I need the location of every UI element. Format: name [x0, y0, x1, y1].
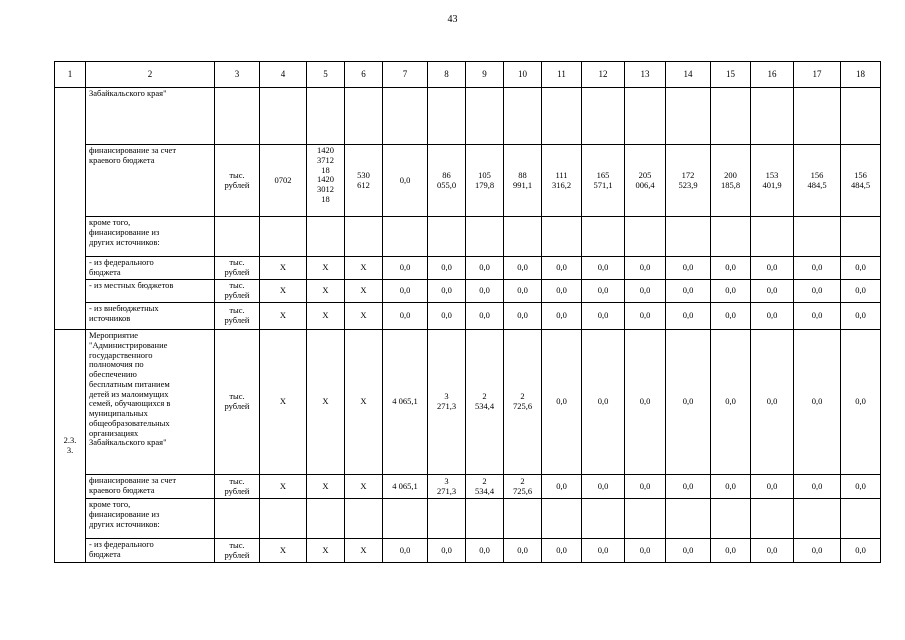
value-cell: 0,0 [582, 280, 625, 303]
item-name-cell: финансирование за счет краевого бюджета [86, 475, 215, 499]
code-col4-cell: X [260, 475, 307, 499]
code-col4-cell: X [260, 330, 307, 475]
value-cell: 0,0 [841, 539, 881, 563]
value-cell [428, 499, 466, 539]
code-col5-cell: X [307, 257, 345, 280]
value-cell: 0,0 [751, 475, 794, 499]
code-col6-cell: X [345, 539, 383, 563]
value-cell: 0,0 [711, 303, 751, 330]
value-cell: 0,0 [711, 475, 751, 499]
value-cell: 156 484,5 [841, 145, 881, 217]
value-cell: 2 725,6 [504, 330, 542, 475]
value-cell: 0,0 [711, 539, 751, 563]
value-cell: 0,0 [751, 257, 794, 280]
header-row [55, 62, 881, 88]
column-header: 2 [86, 62, 215, 88]
column-header: 4 [260, 62, 307, 88]
value-cell: 0,0 [841, 475, 881, 499]
value-cell: 0,0 [428, 303, 466, 330]
item-name-cell: Забайкальского края" [86, 88, 215, 145]
value-cell [794, 217, 841, 257]
value-cell: 205 006,4 [625, 145, 666, 217]
value-cell: 2 534,4 [466, 475, 504, 499]
column-header: 5 [307, 62, 345, 88]
value-cell: 4 065,1 [383, 475, 428, 499]
code-col5-cell [307, 499, 345, 539]
column-header: 9 [466, 62, 504, 88]
value-cell [504, 499, 542, 539]
value-cell: 0,0 [751, 303, 794, 330]
value-cell: 0,0 [841, 280, 881, 303]
column-header: 10 [504, 62, 542, 88]
value-cell: 0,0 [582, 303, 625, 330]
value-cell: 0,0 [841, 330, 881, 475]
column-header: 17 [794, 62, 841, 88]
code-col4-cell: 0702 [260, 145, 307, 217]
unit-cell: тыс. рублей [215, 330, 260, 475]
value-cell: 0,0 [794, 280, 841, 303]
value-cell [542, 499, 582, 539]
value-cell: 111 316,2 [542, 145, 582, 217]
column-header: 18 [841, 62, 881, 88]
table-row [55, 303, 881, 330]
value-cell: 0,0 [542, 475, 582, 499]
code-col6-cell: X [345, 330, 383, 475]
value-cell: 88 991,1 [504, 145, 542, 217]
unit-cell [215, 217, 260, 257]
value-cell [582, 217, 625, 257]
code-col5-cell: X [307, 539, 345, 563]
item-name-cell: кроме того, финансирование из других источников: [86, 217, 215, 257]
value-cell: 0,0 [504, 539, 542, 563]
value-cell: 0,0 [466, 539, 504, 563]
value-cell [383, 217, 428, 257]
code-col5-cell: 1420 3712 18 1420 3012 18 [307, 145, 345, 217]
value-cell [428, 217, 466, 257]
value-cell: 2 534,4 [466, 330, 504, 475]
value-cell [711, 88, 751, 145]
page-number: 43 [447, 14, 458, 25]
unit-cell [215, 499, 260, 539]
value-cell: 0,0 [625, 280, 666, 303]
value-cell: 0,0 [428, 280, 466, 303]
value-cell [794, 499, 841, 539]
value-cell [582, 88, 625, 145]
value-cell: 0,0 [383, 145, 428, 217]
code-col6-cell: 530 612 [345, 145, 383, 217]
value-cell [504, 217, 542, 257]
code-col4-cell: X [260, 303, 307, 330]
value-cell [466, 217, 504, 257]
column-header: 12 [582, 62, 625, 88]
code-col4-cell: X [260, 280, 307, 303]
column-header: 11 [542, 62, 582, 88]
column-header: 8 [428, 62, 466, 88]
value-cell: 0,0 [751, 330, 794, 475]
value-cell [711, 217, 751, 257]
value-cell: 0,0 [666, 303, 711, 330]
value-cell [625, 217, 666, 257]
column-header: 7 [383, 62, 428, 88]
column-header: 14 [666, 62, 711, 88]
value-cell: 0,0 [666, 280, 711, 303]
value-cell: 0,0 [582, 539, 625, 563]
value-cell: 105 179,8 [466, 145, 504, 217]
code-col5-cell: X [307, 280, 345, 303]
value-cell [841, 88, 881, 145]
code-col6-cell: X [345, 257, 383, 280]
value-cell: 200 185,8 [711, 145, 751, 217]
value-cell [625, 88, 666, 145]
code-col5-cell: X [307, 303, 345, 330]
value-cell [751, 217, 794, 257]
value-cell: 0,0 [794, 303, 841, 330]
item-name-cell: - из внебюджетных источников [86, 303, 215, 330]
code-col4-cell [260, 88, 307, 145]
value-cell: 0,0 [625, 475, 666, 499]
code-col5-cell: X [307, 475, 345, 499]
column-header: 13 [625, 62, 666, 88]
value-cell: 165 571,1 [582, 145, 625, 217]
value-cell: 0,0 [542, 257, 582, 280]
value-cell [666, 88, 711, 145]
code-col6-cell [345, 217, 383, 257]
value-cell [504, 88, 542, 145]
code-col4-cell [260, 499, 307, 539]
column-header: 15 [711, 62, 751, 88]
code-col6-cell [345, 499, 383, 539]
table-row [55, 539, 881, 563]
column-header: 1 [55, 62, 86, 88]
item-name-cell: - из федерального бюджета [86, 539, 215, 563]
value-cell: 0,0 [625, 539, 666, 563]
value-cell: 0,0 [582, 330, 625, 475]
value-cell: 0,0 [794, 539, 841, 563]
code-col5-cell [307, 88, 345, 145]
item-name-cell: Мероприятие "Администрирование государственного полномочия по обеспечению бесплатным питанием детей из малоимущих семей, обучающихся в муниципальных общеобразовательных организациях Забайкальского края" [86, 330, 215, 475]
value-cell: 0,0 [383, 257, 428, 280]
value-cell [711, 499, 751, 539]
value-cell [466, 88, 504, 145]
table-row [55, 499, 881, 539]
column-header: 6 [345, 62, 383, 88]
value-cell: 0,0 [428, 539, 466, 563]
value-cell: 0,0 [666, 475, 711, 499]
value-cell: 0,0 [428, 257, 466, 280]
value-cell: 0,0 [625, 257, 666, 280]
code-cell: 2.3. 3. [55, 330, 86, 563]
value-cell: 0,0 [542, 539, 582, 563]
value-cell: 0,0 [504, 303, 542, 330]
table-row [55, 145, 881, 217]
value-cell: 0,0 [383, 303, 428, 330]
table-row [55, 280, 881, 303]
value-cell [841, 499, 881, 539]
code-col5-cell: X [307, 330, 345, 475]
value-cell: 0,0 [711, 257, 751, 280]
value-cell: 3 271,3 [428, 475, 466, 499]
value-cell [582, 499, 625, 539]
unit-cell: тыс. рублей [215, 539, 260, 563]
value-cell [666, 499, 711, 539]
code-col6-cell: X [345, 280, 383, 303]
value-cell: 156 484,5 [794, 145, 841, 217]
item-name-cell: - из федерального бюджета [86, 257, 215, 280]
code-col5-cell [307, 217, 345, 257]
unit-cell: тыс. рублей [215, 145, 260, 217]
value-cell: 0,0 [841, 257, 881, 280]
value-cell: 0,0 [666, 539, 711, 563]
unit-cell: тыс. рублей [215, 475, 260, 499]
value-cell: 0,0 [751, 539, 794, 563]
value-cell: 0,0 [751, 280, 794, 303]
value-cell: 0,0 [383, 280, 428, 303]
table-row [55, 217, 881, 257]
table-row [55, 475, 881, 499]
value-cell [542, 217, 582, 257]
value-cell [383, 88, 428, 145]
value-cell [466, 499, 504, 539]
unit-cell: тыс. рублей [215, 257, 260, 280]
code-col4-cell: X [260, 539, 307, 563]
value-cell: 0,0 [466, 257, 504, 280]
table-body [55, 62, 881, 563]
value-cell: 0,0 [542, 280, 582, 303]
value-cell [666, 217, 711, 257]
value-cell: 0,0 [666, 257, 711, 280]
value-cell: 0,0 [625, 303, 666, 330]
code-col6-cell: X [345, 303, 383, 330]
item-name-cell: финансирование за счет краевого бюджета [86, 145, 215, 217]
unit-cell: тыс. рублей [215, 303, 260, 330]
value-cell: 0,0 [711, 330, 751, 475]
value-cell: 4 065,1 [383, 330, 428, 475]
code-col4-cell [260, 217, 307, 257]
table-row [55, 330, 881, 475]
value-cell [794, 88, 841, 145]
value-cell: 0,0 [794, 330, 841, 475]
value-cell: 0,0 [794, 475, 841, 499]
unit-cell: тыс. рублей [215, 280, 260, 303]
value-cell: 172 523,9 [666, 145, 711, 217]
value-cell: 0,0 [841, 303, 881, 330]
column-header: 3 [215, 62, 260, 88]
value-cell: 0,0 [504, 280, 542, 303]
value-cell [625, 499, 666, 539]
value-cell [841, 217, 881, 257]
value-cell: 0,0 [794, 257, 841, 280]
value-cell: 0,0 [666, 330, 711, 475]
value-cell [751, 88, 794, 145]
value-cell: 0,0 [542, 330, 582, 475]
value-cell [428, 88, 466, 145]
value-cell: 0,0 [504, 257, 542, 280]
value-cell: 0,0 [542, 303, 582, 330]
value-cell: 0,0 [711, 280, 751, 303]
column-header: 16 [751, 62, 794, 88]
code-col6-cell: X [345, 475, 383, 499]
table-row [55, 88, 881, 145]
value-cell: 0,0 [582, 257, 625, 280]
unit-cell [215, 88, 260, 145]
value-cell [383, 499, 428, 539]
value-cell: 0,0 [625, 330, 666, 475]
value-cell: 0,0 [466, 280, 504, 303]
value-cell: 3 271,3 [428, 330, 466, 475]
value-cell: 0,0 [466, 303, 504, 330]
item-name-cell: кроме того, финансирование из других источников: [86, 499, 215, 539]
value-cell: 86 055,0 [428, 145, 466, 217]
code-col4-cell: X [260, 257, 307, 280]
code-cell [55, 88, 86, 330]
value-cell [542, 88, 582, 145]
item-name-cell: - из местных бюджетов [86, 280, 215, 303]
value-cell: 0,0 [582, 475, 625, 499]
code-col6-cell [345, 88, 383, 145]
value-cell: 0,0 [383, 539, 428, 563]
budget-table [54, 61, 881, 563]
value-cell [751, 499, 794, 539]
value-cell: 153 401,9 [751, 145, 794, 217]
table-row [55, 257, 881, 280]
value-cell: 2 725,6 [504, 475, 542, 499]
